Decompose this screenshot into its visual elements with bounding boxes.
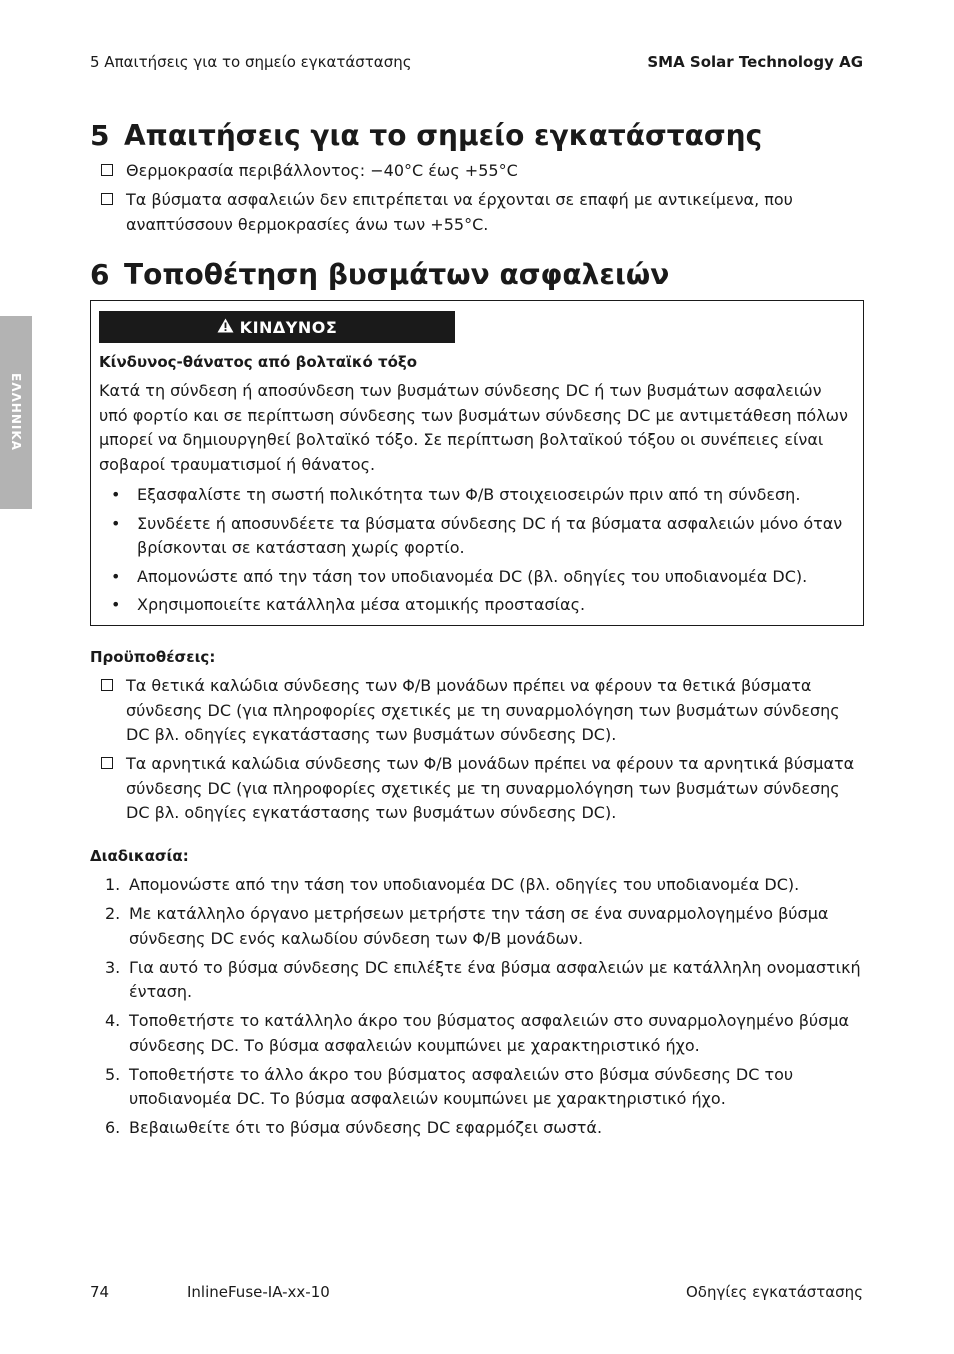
procedure-label: Διαδικασία: — [90, 847, 189, 865]
danger-measure-item — [111, 512, 851, 561]
bullet-icon: • — [111, 513, 121, 533]
requirement-text: Θερμοκρασία περιβάλλοντος: −40°C έως +55°C — [126, 161, 518, 180]
step-number: 3. — [105, 957, 121, 977]
danger-measure-item — [111, 483, 851, 508]
danger-measure-item — [111, 565, 851, 590]
section-6-title: Τοποθέτηση βυσμάτων ασφαλειών — [124, 258, 670, 291]
section-5-heading — [90, 119, 762, 153]
step-text: Για αυτό το βύσμα σύνδεσης DC επιλέξτε ένα βύσμα ασφαλειών με κατάλληλη ονομαστική ένταση. — [129, 957, 861, 1001]
step-number: 6. — [105, 1118, 121, 1137]
section-6-heading — [90, 258, 669, 292]
danger-label-bar — [99, 311, 455, 343]
procedure-step — [105, 1063, 865, 1112]
danger-measure-text: Απομονώστε από την τάση τον υποδιανομέα DC (βλ. οδηγίες του υποδιανομέα DC). — [137, 566, 808, 586]
running-header-section: 5 Απαιτήσεις για το σημείο εγκατάστασης — [90, 53, 412, 71]
danger-measure-item — [111, 593, 851, 618]
step-text: Απομονώστε από την τάση τον υποδιανομέα DC (βλ. οδηγίες του υποδιανομέα DC). — [129, 875, 800, 894]
checkbox-icon — [101, 193, 113, 205]
language-side-tab — [0, 316, 32, 509]
danger-notice-box — [90, 300, 864, 626]
page-number: 74 — [90, 1283, 110, 1301]
prerequisites-label: Προϋποθέσεις: — [90, 648, 216, 666]
bullet-icon: • — [111, 566, 121, 586]
bullet-icon: • — [111, 595, 121, 614]
step-text: Με κατάλληλο όργανο μετρήσεων μετρήστε την τάση σε ένα συναρμολογημένο βύσμα σύνδεσης DC ενός καλωδίου σύνδεση των Φ/Β μονάδων. — [129, 904, 829, 948]
bullet-icon: • — [111, 485, 121, 504]
danger-label: ΚΙΝΔΥΝΟΣ — [239, 317, 338, 337]
running-header-company: SMA Solar Technology AG — [647, 53, 863, 71]
danger-measures-list — [111, 483, 851, 622]
prerequisite-item — [101, 674, 861, 748]
requirement-item — [101, 159, 861, 184]
procedure-steps — [105, 873, 865, 1145]
procedure-step — [105, 902, 865, 951]
step-number: 4. — [105, 1011, 121, 1030]
warning-triangle-icon — [217, 318, 234, 337]
procedure-step — [105, 873, 865, 898]
danger-measure-text: Χρησιμοποιείτε κατάλληλα μέσα ατομικής προστασίας. — [137, 595, 586, 614]
step-text: Βεβαιωθείτε ότι το βύσμα σύνδεσης DC εφαρμόζει σωστά. — [129, 1118, 603, 1137]
prerequisite-text: Τα αρνητικά καλώδια σύνδεσης των Φ/Β μονάδων πρέπει να φέρουν τα αρνητικά βύσματα σύνδεσης DC (για πληροφορίες σχετικές με τη συναρμολόγηση των βυσμάτων σύνδεσης DC βλ. οδηγίες εγκατάστασης των βυσμάτων σύνδεσης DC). — [126, 754, 855, 822]
prerequisite-text: Τα θετικά καλώδια σύνδεσης των Φ/Β μονάδων πρέπει να φέρουν τα θετικά βύσματα σύνδεσης DC (για πληροφορίες σχετικές με τη συναρμολόγηση των βυσμάτων σύνδεσης DC βλ. οδηγίες εγκατάστασης των βυσμάτων σύνδεσης DC). — [126, 676, 840, 744]
step-number: 2. — [105, 904, 121, 923]
section-5-title: Απαιτήσεις για το σημείο εγκατάστασης — [124, 119, 763, 152]
checkbox-icon — [101, 757, 113, 769]
step-number: 1. — [105, 875, 121, 894]
checkbox-icon — [101, 164, 113, 176]
procedure-step — [105, 956, 865, 1005]
danger-description: Κατά τη σύνδεση ή αποσύνδεση των βυσμάτων σύνδεσης DC ή των βυσμάτων ασφαλειών υπό φορτίο και σε περίπτωση σύνδεσης των βυσμάτων σύνδεσης DC με αντιμετάθεση πόλων μπορεί να δημιουργηθεί βολταϊκό τόξο. Σε περίπτωση βολταϊκού τόξου οι συνέπειες είναι σοβαροί τραυματισμοί ή θάνατος. — [99, 381, 848, 474]
checkbox-icon — [101, 679, 113, 691]
step-number: 5. — [105, 1064, 121, 1084]
document-id: InlineFuse-IA-xx-10 — [187, 1283, 330, 1301]
danger-title: Κίνδυνος-θάνατος από βολταϊκό τόξο — [99, 353, 418, 371]
section-6-number: 6 — [90, 258, 110, 291]
danger-measure-text: Εξασφαλίστε τη σωστή πολικότητα των Φ/Β στοιχειοσειρών πριν από τη σύνδεση. — [137, 485, 801, 504]
procedure-step — [105, 1116, 865, 1141]
document-type: Οδηγίες εγκατάστασης — [686, 1283, 863, 1301]
procedure-step — [105, 1009, 865, 1058]
prerequisite-item — [101, 752, 861, 826]
section-5-number: 5 — [90, 119, 110, 152]
requirement-item — [101, 188, 861, 237]
language-side-tab-label: ΕΛΛΗΝΙΚΑ — [9, 373, 23, 451]
requirement-text: Τα βύσματα ασφαλειών δεν επιτρέπεται να έρχονται σε επαφή με αντικείμενα, που αναπτύσσουν θερμοκρασίες άνω των +55°C. — [126, 190, 793, 234]
step-text: Τοποθετήστε το άλλο άκρο του βύσματος ασφαλειών στο βύσμα σύνδεσης DC του υποδιανομέα DC. Το βύσμα ασφαλειών κουμπώνει με χαρακτηριστικό ήχο. — [129, 1064, 794, 1108]
step-text: Τοποθετήστε το κατάλληλο άκρο του βύσματος ασφαλειών στο συναρμολογημένο βύσμα σύνδεσης DC. Το βύσμα ασφαλειών κουμπώνει με χαρακτηριστικό ήχο. — [129, 1011, 850, 1055]
danger-measure-text: Συνδέετε ή αποσυνδέετε τα βύσματα σύνδεσης DC ή τα βύσματα ασφαλειών μόνο όταν βρίσκονται σε κατάσταση χωρίς φορτίο. — [137, 513, 843, 557]
